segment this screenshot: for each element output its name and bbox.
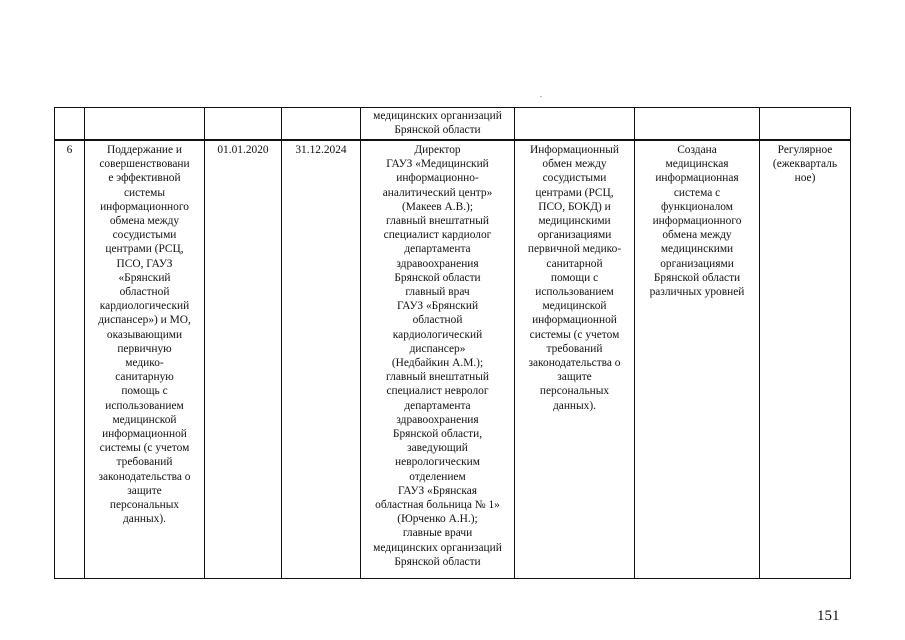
page-number: 151 <box>817 608 840 624</box>
cell-result: Создана медицинская информационная система с функционалом информационного обмена между медицинскими организациями Брянской области различных уровней <box>635 140 760 579</box>
cell-responsible: медицинских организаций Брянской области <box>361 108 515 140</box>
cell-result <box>635 108 760 140</box>
cell-description: Информационный обмен между сосудистыми центрами (РСЦ, ПСО, БОКД) и медицинскими организациями первичной медико- санитарной помощи с использованием медицинской информационной системы (с учетом требований законодательства о защите персональных данных). <box>515 140 635 579</box>
measures-table <box>54 107 851 579</box>
cell-end-date: 31.12.2024 <box>282 140 361 579</box>
cell-end-date <box>282 108 361 140</box>
row-separator-line <box>54 140 850 143</box>
cell-start-date <box>205 108 282 140</box>
cell-responsible: Директор ГАУЗ «Медицинский информационно- аналитический центр» (Макеев А.В.); главный внештатный специалист кардиолог департамента здравоохранения Брянской области главный врач ГАУЗ «Брянский областной кардиологический диспансер» (Недбайкин А.М.); главный внештатный специалист невролог департамента здравоохранения Брянской области, заведующий неврологическим отделением ГАУЗ «Брянская областная больница № 1» (Юрченко А.Н.); главные врачи медицинских организаций Брянской области <box>361 140 515 579</box>
cell-number: 6 <box>55 140 85 579</box>
cell-description <box>515 108 635 140</box>
table-row <box>55 140 851 579</box>
cell-start-date: 01.01.2020 <box>205 140 282 579</box>
table-row-continuation <box>55 108 851 140</box>
scan-artifact <box>540 96 542 97</box>
cell-periodicity <box>760 108 851 140</box>
cell-number <box>55 108 85 140</box>
cell-measure <box>85 108 205 140</box>
cell-measure: Поддержание и совершенствовани е эффективной системы информационного обмена между сосудистыми центрами (РСЦ, ПСО, ГАУЗ «Брянский областной кардиологический диспансер») и МО, оказывающими первичную медико- санитарную помощь с использованием медицинской информационной системы (с учетом требований законодательства о защите персональных данных). <box>85 140 205 579</box>
cell-periodicity: Регулярное (ежекварталь ное) <box>760 140 851 579</box>
